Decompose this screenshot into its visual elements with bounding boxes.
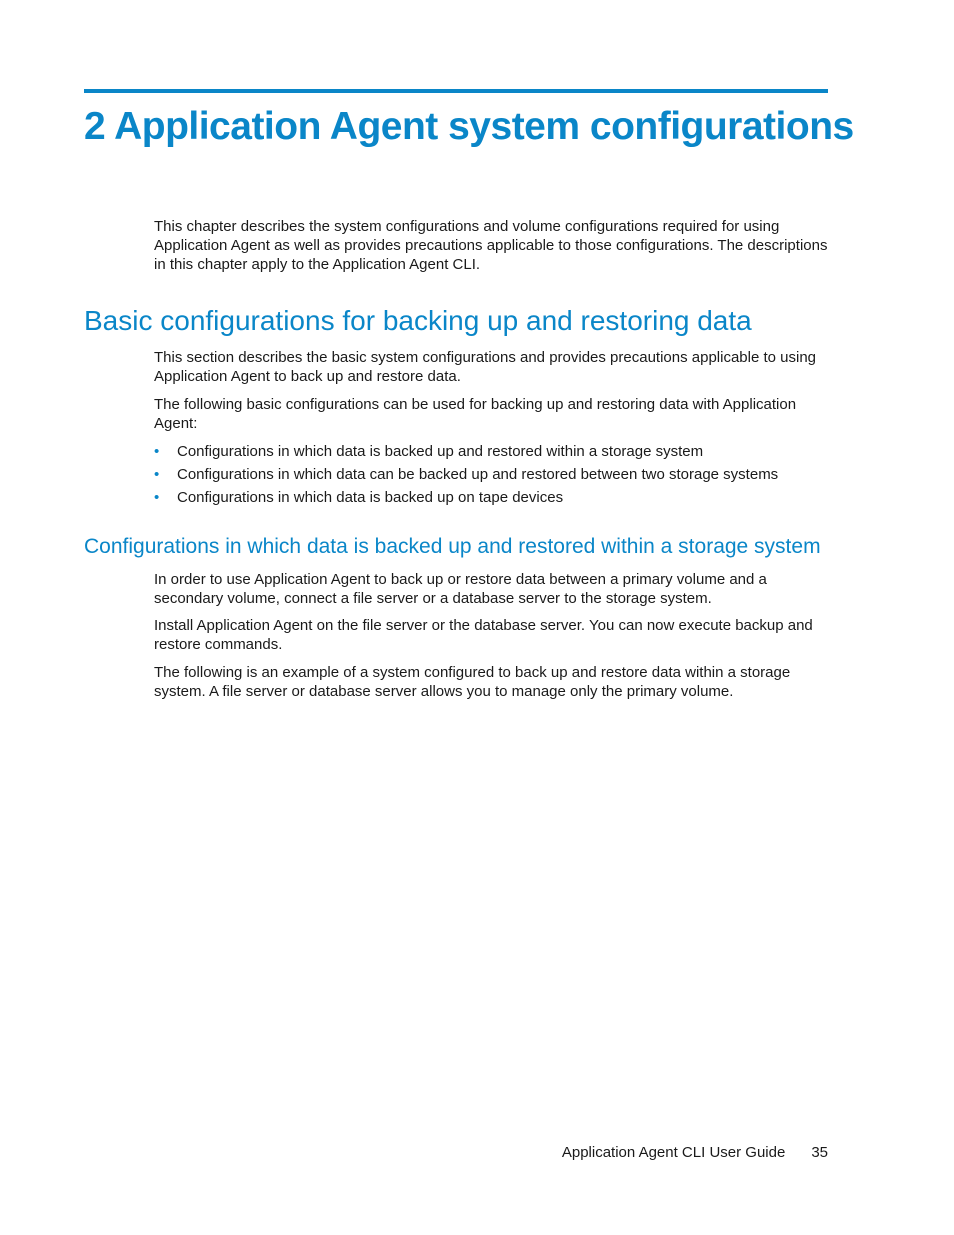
basic-configurations-list <box>154 440 834 509</box>
bullet-dot-icon: • <box>154 443 160 460</box>
bullet-dot-icon: • <box>154 489 160 506</box>
list-item-text: Configurations in which data is backed up on tape devices <box>177 489 564 506</box>
list-item <box>154 463 834 486</box>
chapter-title: 2 Application Agent system configurations <box>84 105 854 148</box>
list-item-text: Configurations in which data is backed up and restored within a storage system <box>177 443 704 460</box>
within-storage-paragraph-3: The following is an example of a system configured to back up and restore data within a storage system. A file server or database server allows you to manage only the primary volume. <box>154 664 791 700</box>
list-item <box>154 440 834 463</box>
chapter-top-rule <box>84 89 828 93</box>
list-item-text: Configurations in which data can be backed up and restored between two storage systems <box>177 466 779 483</box>
within-storage-paragraph-2: Install Application Agent on the file server or the database server. You can now execute backup and restore commands. <box>154 617 813 653</box>
basic-configurations-paragraph-1: This section describes the basic system configurations and provides precautions applicable to using Application Agent to back up and restore data. <box>154 349 817 385</box>
page-number: 35 <box>811 1144 828 1161</box>
within-storage-paragraph-1: In order to use Application Agent to back up or restore data between a primary volume and a secondary volume, connect a file server or a database server to the storage system. <box>154 571 767 607</box>
list-item <box>154 486 834 509</box>
basic-configurations-paragraph-2: The following basic configurations can be used for backing up and restoring data with Application Agent: <box>154 396 797 432</box>
footer-guide-title: Application Agent CLI User Guide <box>561 1144 786 1161</box>
chapter-intro: This chapter describes the system configurations and volume configurations required for using Application Agent as well as provides precautions applicable to those configurations. The descriptions in this chapter apply to the Application Agent CLI. <box>154 218 828 273</box>
page-footer <box>500 1143 828 1163</box>
section-heading-within-storage-system: Configurations in which data is backed up and restored within a storage system <box>84 535 821 558</box>
bullet-dot-icon: • <box>154 466 160 483</box>
section-heading-basic-configurations: Basic configurations for backing up and restoring data <box>84 305 752 336</box>
